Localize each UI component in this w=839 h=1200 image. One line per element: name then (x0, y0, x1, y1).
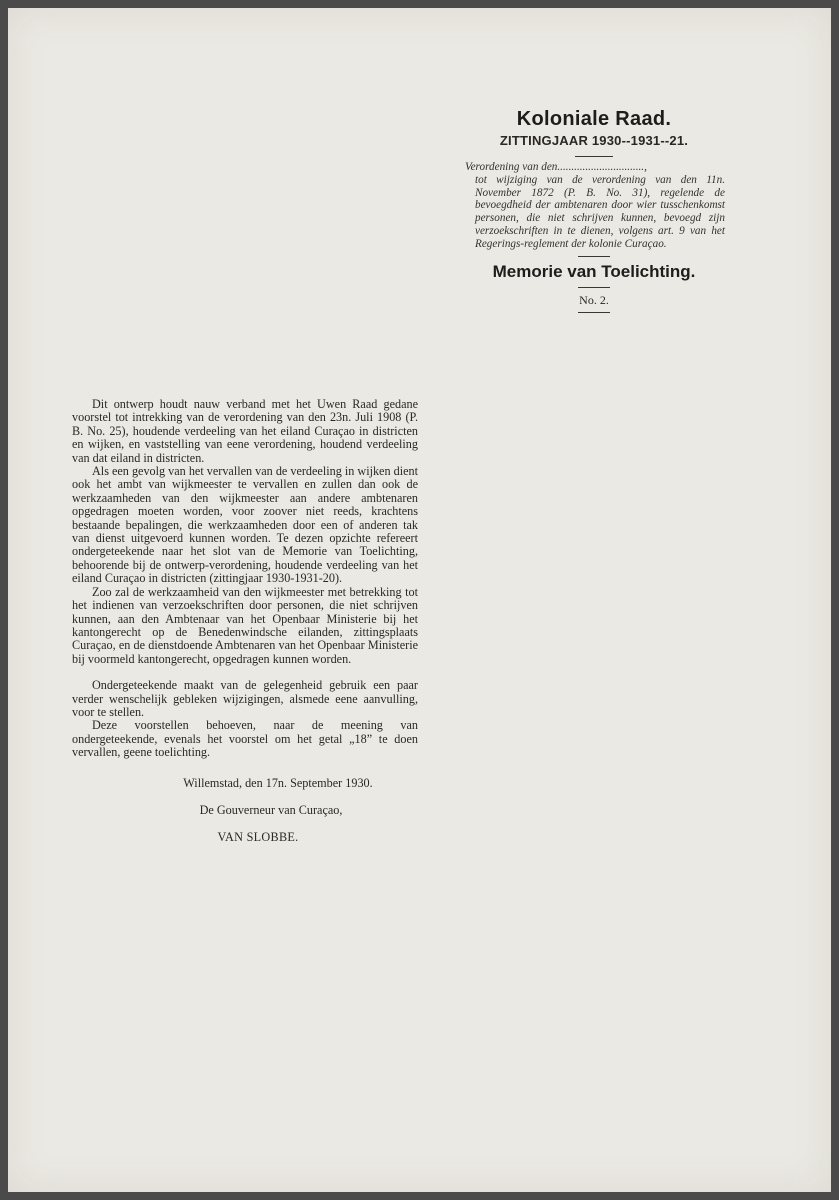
divider (578, 256, 610, 257)
document-page (8, 8, 831, 1192)
divider (575, 156, 613, 157)
paragraph: Deze voorstellen behoeven, naar de meening van ondergeteekende, evenals het voorstel om het getal „18” te doen vervallen, geene toelichting. (72, 718, 418, 760)
governor-title: De Gouverneur van Curaçao, (199, 803, 343, 817)
paragraph: Als een gevolg van het vervallen van de verdeeling in wijken dient ook het ambt van wijkmeester te vervallen en zullen dan ook de werkzaamheden van den wijkmeester aan andere ambtenaren opgedragen moeten worden, voor zoover niet reeds, krachtens bestaande bepalingen, die werkzaamheden door een of anderen tak van dienst uitgevoerd kunnen worden. Te dezen opzichte refereert ondergeteekende naar het slot van de Memorie van Toelichting, behoorende bij de ontwerp-verordening, houdende verdeeling van het eiland Curaçao in districten (zittingjaar 1930-1931-20). (72, 464, 418, 586)
paragraph: Dit ontwerp houdt nauw verband met het Uwen Raad gedane voorstel tot intrekking van de verordening van den 23n. Juli 1908 (P. B. No. 25), houdende verdeeling van het eiland Curaçao in districten en wijken, en vaststelling van eene verordening, houdend verdeeling van dat eiland in districten. (72, 397, 418, 465)
place-date: Willemstad, den 17n. September 1930. (183, 776, 373, 790)
divider (578, 312, 610, 313)
memo-number: No. 2. (579, 292, 609, 307)
governor-name: VAN SLOBBE. (217, 830, 299, 844)
memo-title: Memorie van Toelichting. (492, 261, 696, 281)
document-header (463, 108, 725, 313)
ordinance-description (463, 161, 725, 251)
council-title: Koloniale Raad. (516, 108, 672, 130)
paragraph: Zoo zal de werkzaamheid van den wijkmeester met betrekking tot het indienen van verzoekschriften door personen, die niet schrijven kunnen, aan den Ambtenaar van het Openbaar Ministerie bij het kantongerecht op de Benedenwindsche eilanden, zittingsplaats Curaçao, en de dienstdoende Ambtenaren van het Openbaar Ministerie bij voormeld kantongerecht, opgedragen kunnen worden. (72, 584, 418, 666)
divider (578, 287, 610, 288)
ordinance-body: tot wijziging van de verordening van den 11n. November 1872 (P. B. No. 31), regelende de bevoegdheid der ambtenaren door wier tusschenkomst personen, die niet schrijven kunnen, bevoegd zijn verzoekschriften in te dienen, volgens art. 9 van het Regerings-reglement der kolonie Curaçao. (475, 173, 725, 250)
paragraph: Ondergeteekende maakt van de gelegenheid gebruik een paar verder wenschelijk gebleken wijzigingen, alsmede eene aanvulling, voor te stellen. (72, 678, 418, 719)
explanatory-text (72, 398, 418, 760)
ordinance-lead: Verordening van den..............................., (465, 161, 647, 173)
signature-block (72, 776, 418, 857)
session-year: ZITTINGJAAR 1930--1931--21. (499, 133, 689, 148)
